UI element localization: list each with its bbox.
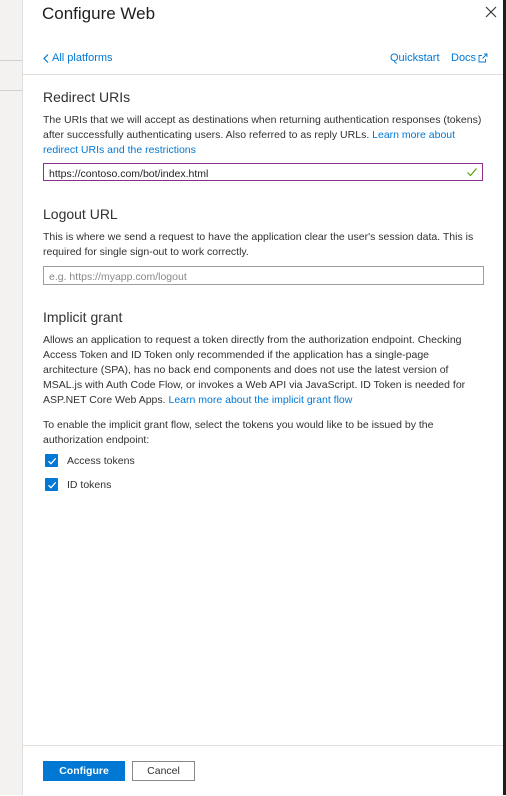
redirect-uris-heading: Redirect URIs: [43, 89, 131, 105]
id-tokens-label: ID tokens: [67, 478, 112, 491]
implicit-grant-heading: Implicit grant: [43, 309, 123, 325]
implicit-description-text: Allows an application to request a token directly from the authorization endpoint. Checking Access Token and ID Token only recommended if the application has a single-page architecture (SPA), has no back end components and does not use the latest version of MSAL.js with Auth Code Flow, or invokes a Web API via JavaScript. ID Token is needed for ASP.NET Core Web Apps.: [43, 334, 466, 406]
access-tokens-option[interactable]: [45, 454, 135, 467]
redirect-description-text: The URIs that we will accept as destinations when returning authentication responses (tokens) after successfully authenticating users. Also referred to as reply URLs.: [43, 114, 482, 141]
implicit-learn-more-link[interactable]: Learn more about the implicit grant flow: [168, 394, 353, 406]
panel-title: Configure Web: [42, 4, 156, 23]
docs-label: Docs: [451, 52, 477, 64]
checkmark-icon: [466, 166, 478, 178]
logout-url-input[interactable]: [44, 269, 479, 286]
chevron-left-icon: [43, 54, 49, 63]
configure-button[interactable]: Configure: [43, 761, 125, 781]
panel-footer: [23, 745, 503, 796]
background-blade: [0, 0, 23, 795]
configure-web-panel: [23, 0, 503, 795]
access-tokens-checkbox[interactable]: [45, 454, 58, 467]
access-tokens-label: Access tokens: [67, 454, 135, 467]
panel-nav: [23, 44, 503, 75]
checkmark-icon: [47, 480, 57, 490]
checkmark-icon: [47, 456, 57, 466]
redirect-uri-field[interactable]: [43, 163, 483, 181]
docs-link[interactable]: [451, 52, 488, 64]
id-tokens-checkbox[interactable]: [45, 478, 58, 491]
close-icon[interactable]: [483, 4, 499, 20]
redirect-uri-input[interactable]: [44, 166, 449, 182]
implicit-grant-instruction: To enable the implicit grant flow, select the tokens you would like to be issued by the authorization endpoint:: [43, 419, 434, 446]
logout-url-heading: Logout URL: [43, 206, 118, 222]
id-tokens-option[interactable]: [45, 478, 111, 491]
implicit-grant-description: [43, 333, 483, 408]
redirect-uris-description: [43, 113, 483, 158]
all-platforms-label: All platforms: [52, 52, 113, 64]
logout-url-description: This is where we send a request to have the application clear the user's session data. This is required for single sign-out to work correctly.: [43, 231, 474, 258]
external-link-icon: [478, 53, 488, 63]
quickstart-link[interactable]: Quickstart: [390, 52, 440, 64]
redirect-learn-more-link[interactable]: Learn more about redirect URIs and the restrictions: [43, 129, 456, 156]
all-platforms-link[interactable]: [43, 52, 113, 64]
cancel-button[interactable]: Cancel: [132, 761, 195, 781]
logout-url-field[interactable]: [43, 266, 484, 285]
